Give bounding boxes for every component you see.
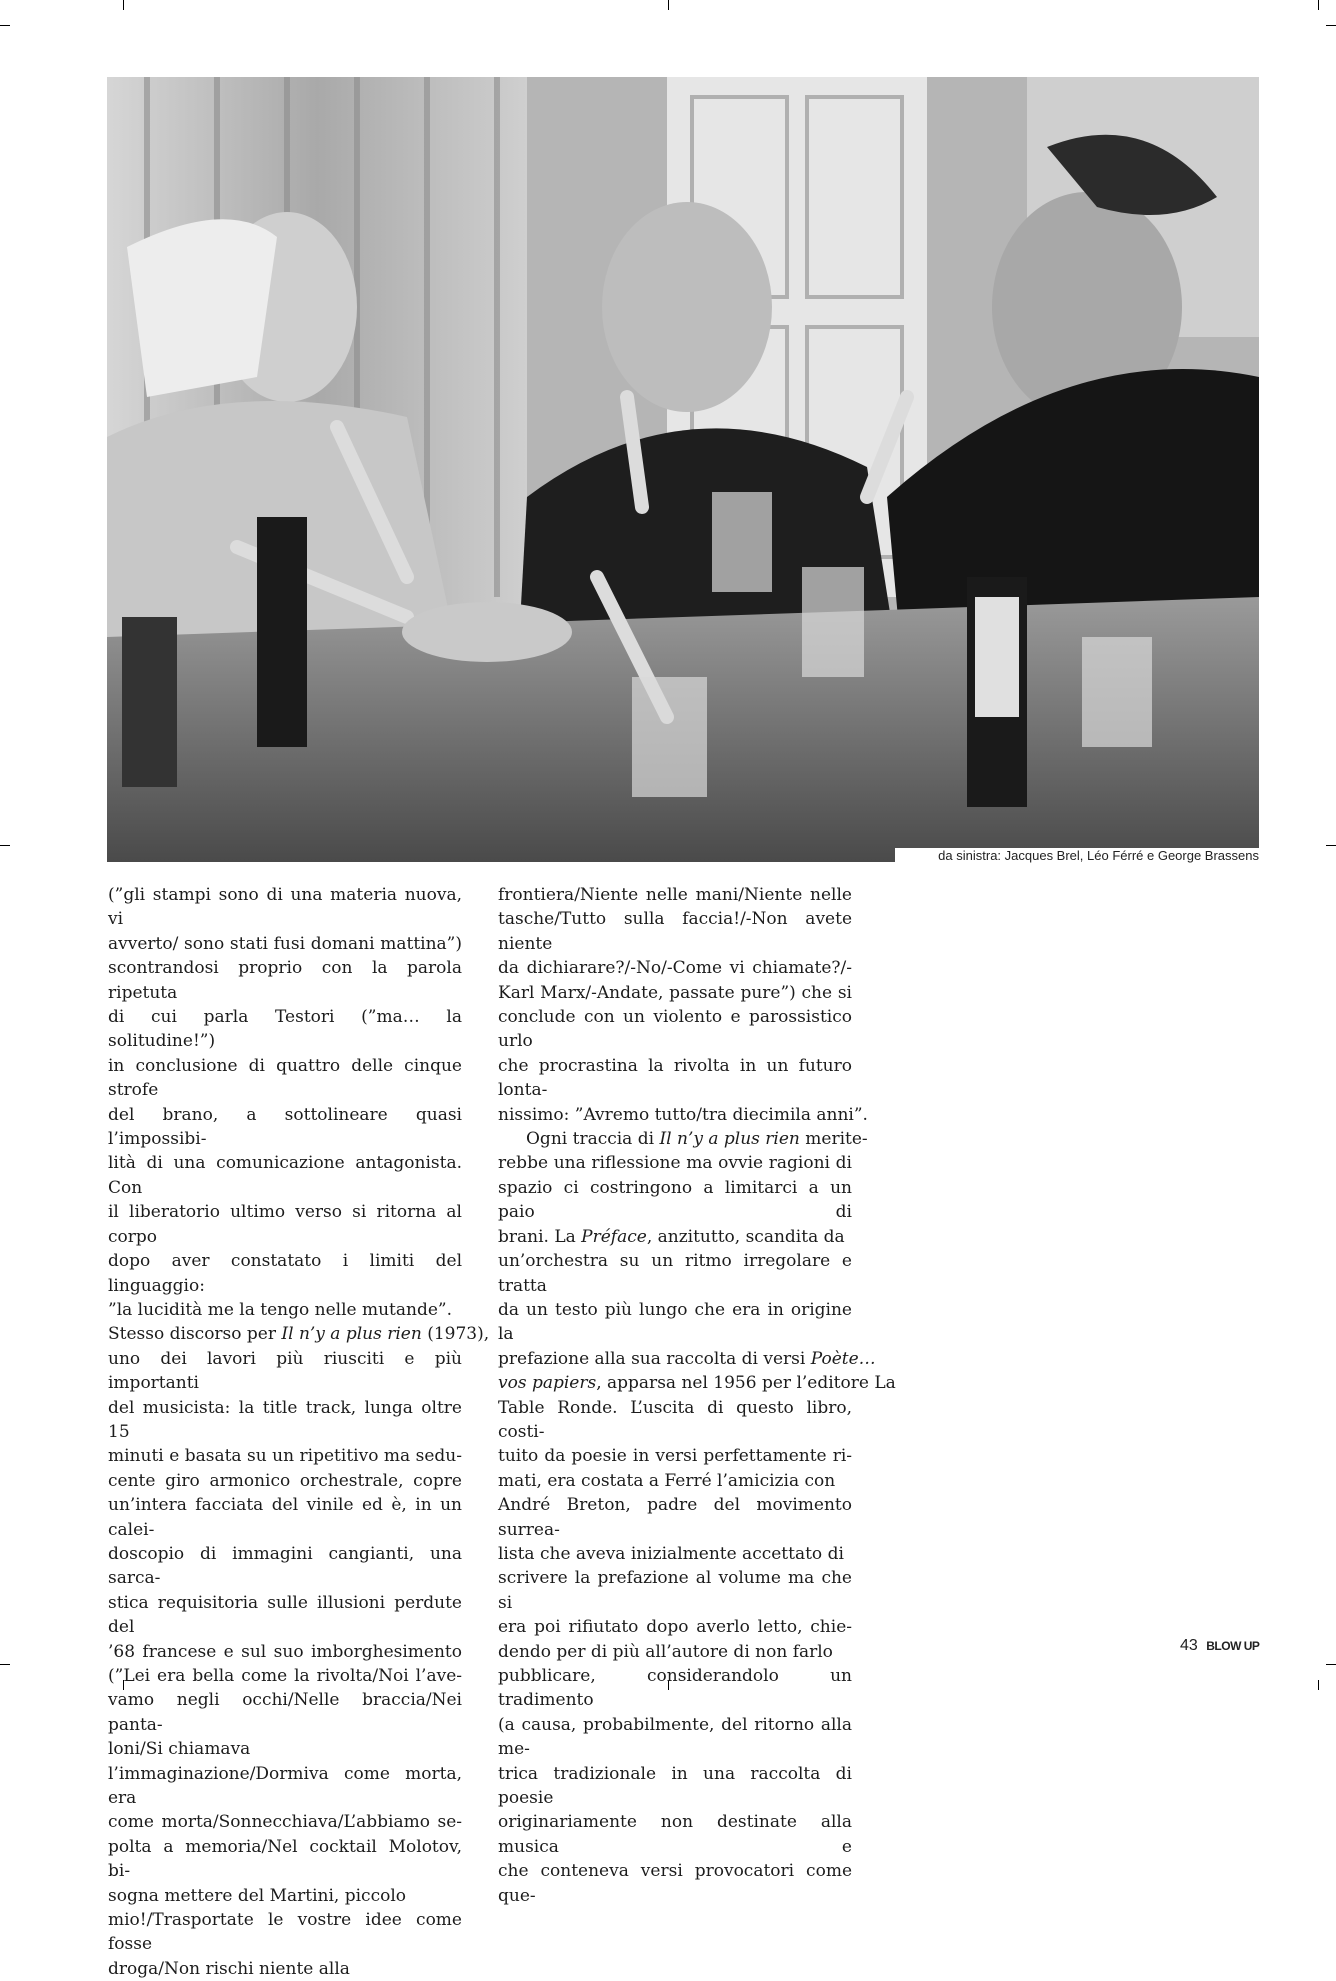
- crop-mark: [0, 25, 10, 26]
- text-line: che procrastina la rivolta in un futuro lonta-: [498, 1055, 852, 1101]
- text-line: conclude con un violento e parossistico urlo: [498, 1007, 852, 1052]
- text-run: brani. La: [498, 1226, 582, 1247]
- text-line: un’orchestra su un ritmo irregolare e tratta: [498, 1251, 852, 1296]
- text-column-right: [498, 883, 896, 1908]
- text-line: di cui parla Testori (”ma… la solitudine!”): [108, 1007, 462, 1052]
- text-line: [498, 1371, 896, 1395]
- text-line: polta a memoria/Nel cocktail Molotov, bi-: [108, 1836, 462, 1882]
- photo-illustration: [107, 77, 1259, 862]
- crop-mark: [1318, 1680, 1319, 1690]
- text-line: avverto/ sono stati fusi domani mattina”): [108, 933, 462, 954]
- text-line: tuito da poesie in versi perfettamente ri-: [498, 1446, 852, 1467]
- text-line: un’intera facciata del vinile ed è, in un calei-: [108, 1495, 462, 1540]
- text-line: tasche/Tutto sulla faccia!/-Non avete niente: [498, 909, 852, 954]
- text-line: da dichiarare?/-No/-Come vi chiamate?/-: [498, 958, 852, 979]
- text-line: lista che aveva inizialmente accettato di: [498, 1543, 844, 1564]
- text-line: spazio ci costringono a limitarci a un paio di: [498, 1177, 852, 1223]
- text-line: dendo per di più all’autore di non farlo: [498, 1641, 833, 1662]
- text-line: che conteneva versi provocatori come que-: [498, 1861, 852, 1906]
- text-line: (”Lei era bella come la rivolta/Noi l’ave-: [108, 1666, 462, 1686]
- text-run: merite-: [799, 1129, 868, 1150]
- text-line: del musicista: la title track, lunga oltre 15: [108, 1397, 462, 1442]
- track-title-italic: Préface: [581, 1226, 647, 1247]
- text-line: Karl Marx/-Andate, passate pure”) che si: [498, 982, 852, 1003]
- text-line: mio!/Trasportate le vostre idee come fosse: [108, 1910, 462, 1955]
- text-line: André Breton, padre del movimento surrea-: [498, 1495, 852, 1540]
- text-line: [498, 1127, 868, 1151]
- text-run: Ogni traccia di: [526, 1129, 660, 1150]
- text-line: come morta/Sonnecchiava/L’abbiamo se-: [108, 1812, 462, 1833]
- text-line: scrivere la prefazione al volume ma che si: [498, 1568, 852, 1613]
- text-line: dopo aver constatato i limiti del linguaggio:: [108, 1251, 462, 1296]
- text-line: uno dei lavori più riusciti e più importanti: [108, 1348, 462, 1394]
- crop-mark: [0, 845, 10, 846]
- text-line: ’68 francese e sul suo imborghesimento: [108, 1641, 462, 1662]
- text-line: frontiera/Niente nelle mani/Niente nelle: [498, 885, 852, 905]
- album-title-italic: Il n’y a plus rien: [659, 1129, 800, 1150]
- page-footer: [1180, 1635, 1259, 1657]
- text-column-left: [108, 883, 490, 1981]
- crop-mark: [1318, 0, 1319, 10]
- text-line: (a causa, probabilmente, del ritorno alla me-: [498, 1714, 852, 1760]
- page-number: 43: [1180, 1637, 1198, 1654]
- text-line: [498, 1347, 876, 1371]
- text-line: ”la lucidità me la tengo nelle mutande”.: [108, 1299, 452, 1320]
- text-line: nissimo: ”Avremo tutto/tra diecimila anni”.: [498, 1104, 868, 1125]
- text-line: lità di una comunicazione antagonista. Con: [108, 1153, 462, 1198]
- text-line: il liberatorio ultimo verso si ritorna al corpo: [108, 1202, 462, 1247]
- crop-mark: [668, 0, 669, 10]
- text-line: [108, 1322, 490, 1346]
- text-line: originariamente non destinate alla musica e: [498, 1812, 852, 1857]
- text-line: rebbe una riflessione ma ovvie ragioni di: [498, 1153, 852, 1174]
- text-line: era poi rifiutato dopo averlo letto, chie-: [498, 1617, 852, 1638]
- book-title-italic: vos papiers: [498, 1373, 597, 1394]
- text-line: minuti e basata su un ripetitivo ma sedu-: [108, 1446, 462, 1467]
- photograph: [107, 77, 1259, 862]
- text-run: prefazione alla sua raccolta di versi: [498, 1348, 811, 1369]
- text-line: scontrandosi proprio con la parola ripetuta: [108, 958, 462, 1003]
- crop-mark: [1326, 25, 1336, 26]
- text-run: , anzitutto, scandita da: [646, 1226, 845, 1247]
- text-line: l’immaginazione/Dormiva come morta, era: [108, 1763, 462, 1809]
- text-line: pubblicare, considerandolo un tradimento: [498, 1666, 852, 1711]
- text-line: (”gli stampi sono di una materia nuova, vi: [108, 885, 462, 930]
- text-line: vamo negli occhi/Nelle braccia/Nei panta-: [108, 1690, 462, 1735]
- text-line: da un testo più lungo che era in origine la: [498, 1299, 852, 1345]
- text-run: Stesso discorso per: [108, 1324, 282, 1345]
- crop-mark: [1326, 845, 1336, 846]
- text-line: stica requisitoria sulle illusioni perdute del: [108, 1592, 462, 1638]
- text-line: [498, 1225, 852, 1249]
- text-line: loni/Si chiamava: [108, 1739, 251, 1760]
- text-line: mati, era costata a Ferré l’amicizia con: [498, 1470, 836, 1491]
- crop-mark: [123, 0, 124, 10]
- photo-caption: da sinistra: Jacques Brel, Léo Férré e George Brassens: [895, 848, 1259, 864]
- text-line: droga/Non rischi niente alla: [108, 1958, 350, 1979]
- text-line: in conclusione di quattro delle cinque strofe: [108, 1055, 462, 1101]
- album-title-italic: Il n’y a plus rien: [281, 1324, 422, 1345]
- text-line: doscopio di immagini cangianti, una sarca-: [108, 1543, 462, 1589]
- crop-mark: [1326, 1664, 1336, 1665]
- text-line: cente giro armonico orchestrale, copre: [108, 1470, 462, 1491]
- text-line: sogna mettere del Martini, piccolo: [108, 1885, 407, 1906]
- text-line: del brano, a sottolineare quasi l’impossibi-: [108, 1104, 462, 1150]
- text-run: (1973),: [421, 1324, 490, 1345]
- book-title-italic: Poète…: [810, 1348, 876, 1369]
- text-line: Table Ronde. L’uscita di questo libro, costi-: [498, 1397, 852, 1442]
- text-line: trica tradizionale in una raccolta di poesie: [498, 1763, 852, 1809]
- text-run: , apparsa nel 1956 per l’editore La: [596, 1373, 896, 1394]
- magazine-logo: BLOW UP: [1206, 1639, 1260, 1653]
- crop-mark: [0, 1664, 10, 1665]
